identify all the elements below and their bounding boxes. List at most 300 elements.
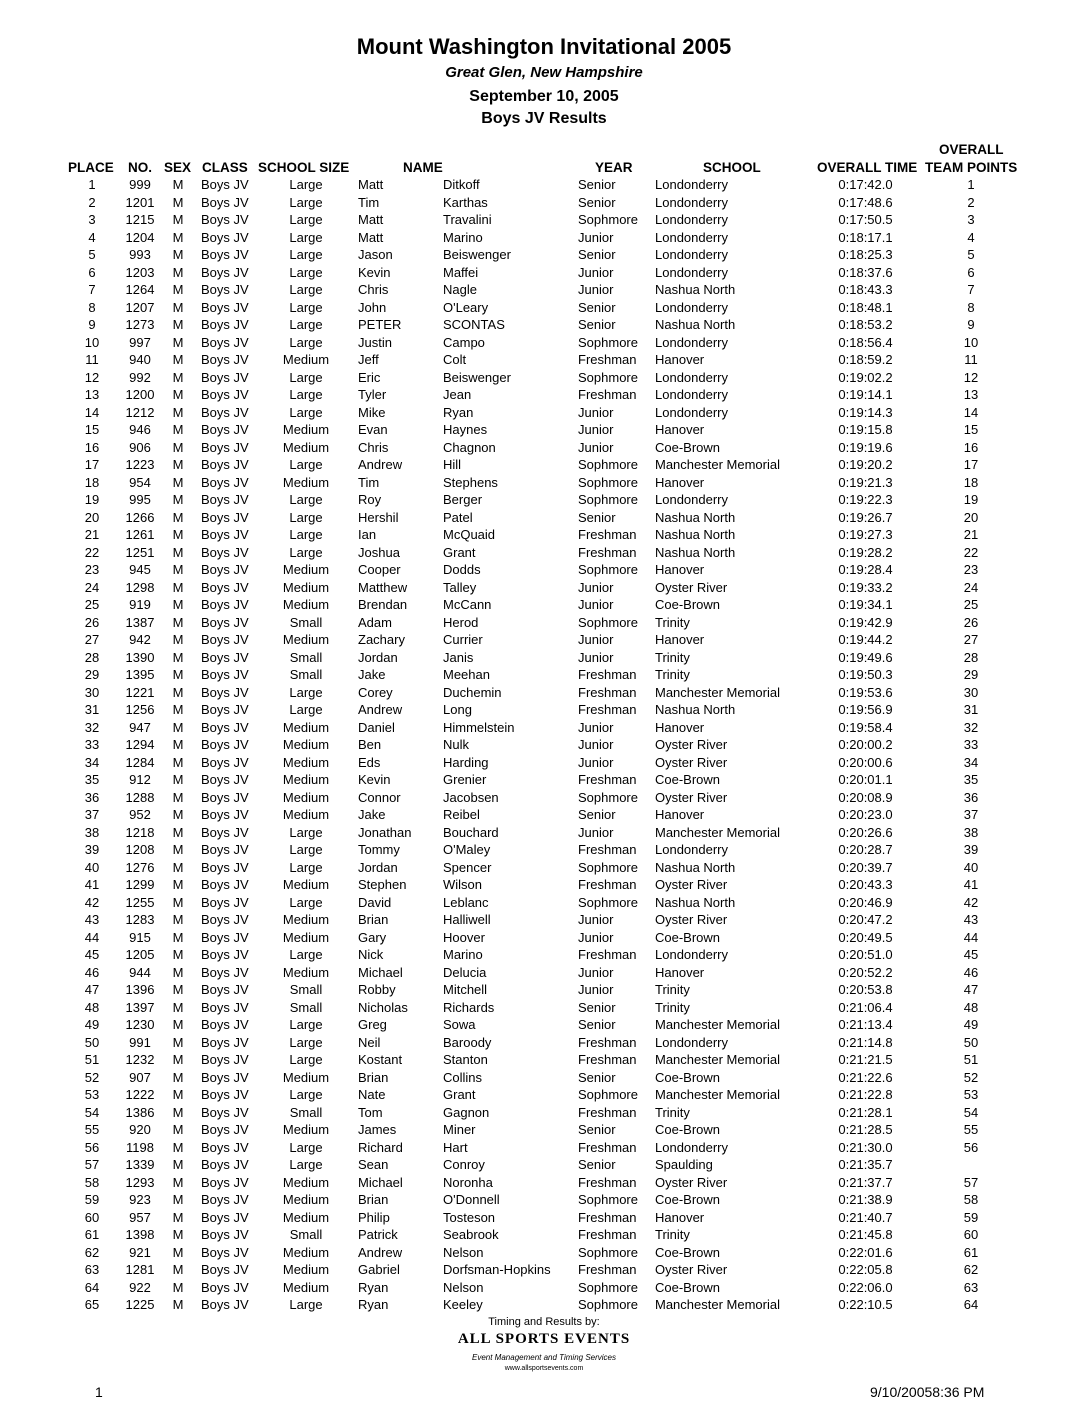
cell-year: Junior: [578, 719, 614, 735]
cell-last-name: Travalini: [443, 212, 492, 227]
cell-first-name: Jeff: [358, 352, 379, 367]
cell-first-name: David: [358, 894, 392, 910]
cell-first-name: Tim: [358, 194, 380, 210]
cell-first-name: Andrew: [358, 1244, 403, 1260]
cell-place: 21: [84, 527, 100, 542]
cell-school: Manchester Memorial: [655, 684, 780, 700]
cell-school: Hanover: [655, 632, 705, 647]
cell-school: Nashua North: [655, 702, 736, 717]
cell-school-size: Large: [289, 1139, 323, 1155]
cell-last-name: Grenier: [443, 772, 487, 787]
company-tagline: Event Management and Timing Services: [472, 1353, 616, 1362]
cell-class: Boys JV: [201, 212, 249, 227]
cell-overall-time: 0:21:28.1: [838, 1104, 893, 1120]
cell-year: Freshman: [578, 842, 637, 857]
cell-school: Trinity: [655, 1104, 690, 1120]
cell-first-name: Tom: [358, 1104, 383, 1120]
cell-bib-number: 952: [129, 807, 151, 822]
cell-sex: M: [172, 247, 184, 262]
cell-bib-number: 1200: [125, 387, 155, 402]
cell-year: Junior: [578, 282, 614, 297]
cell-team-points: 29: [963, 667, 979, 682]
cell-sex: M: [172, 772, 184, 787]
cell-overall-time: 0:20:46.9: [838, 894, 893, 910]
cell-first-name: Roy: [358, 492, 382, 507]
cell-school-size: Large: [289, 194, 323, 210]
col-school-size: SCHOOL SIZE: [258, 160, 350, 175]
cell-class: Boys JV: [201, 1052, 249, 1067]
cell-last-name: Karthas: [443, 194, 488, 210]
cell-place: 27: [84, 632, 100, 647]
cell-sex: M: [172, 1069, 184, 1085]
cell-class: Boys JV: [201, 334, 249, 350]
cell-place: 64: [84, 1279, 100, 1295]
cell-last-name: Leblanc: [443, 894, 489, 910]
cell-school: Hanover: [655, 422, 705, 437]
cell-last-name: Duchemin: [443, 684, 502, 700]
cell-sex: M: [172, 632, 184, 647]
cell-place: 62: [84, 1244, 100, 1260]
table-row: [0, 491, 1088, 509]
cell-school: Trinity: [655, 667, 690, 682]
cell-team-points: 54: [963, 1104, 979, 1120]
cell-overall-time: 0:19:50.3: [838, 667, 893, 682]
cell-place: 57: [84, 1157, 100, 1172]
cell-bib-number: 1225: [125, 1297, 155, 1312]
cell-school-size: Small: [289, 1104, 323, 1120]
cell-team-points: 45: [963, 947, 979, 962]
cell-overall-time: 0:19:49.6: [838, 649, 893, 665]
cell-place: 8: [88, 299, 96, 315]
cell-bib-number: 991: [129, 1034, 151, 1050]
cell-place: 13: [84, 387, 100, 402]
cell-school: Coe-Brown: [655, 1244, 721, 1260]
cell-place: 26: [84, 614, 100, 630]
cell-team-points: 62: [963, 1262, 979, 1277]
cell-bib-number: 999: [129, 177, 151, 192]
cell-first-name: Cooper: [358, 562, 401, 577]
table-row: [0, 981, 1088, 999]
cell-sex: M: [172, 1279, 184, 1295]
cell-last-name: Tosteson: [443, 1209, 496, 1225]
cell-place: 1: [88, 177, 96, 192]
cell-school-size: Large: [289, 544, 323, 560]
cell-school: Coe-Brown: [655, 1192, 721, 1207]
cell-last-name: Hart: [443, 1139, 468, 1155]
table-row: [0, 894, 1088, 912]
cell-bib-number: 940: [129, 352, 151, 367]
cell-bib-number: 1398: [125, 1227, 155, 1242]
cell-team-points: 26: [963, 614, 979, 630]
cell-last-name: Long: [443, 702, 472, 717]
cell-year: Junior: [578, 649, 614, 665]
cell-sex: M: [172, 544, 184, 560]
cell-first-name: Neil: [358, 1034, 381, 1050]
col-overall-time: OVERALL TIME: [817, 160, 918, 175]
cell-school-size: Large: [289, 702, 323, 717]
cell-year: Sophmore: [578, 492, 638, 507]
cell-bib-number: 1281: [125, 1262, 155, 1277]
cell-year: Junior: [578, 439, 614, 455]
cell-first-name: Jordan: [358, 649, 398, 665]
cell-bib-number: 920: [129, 1122, 151, 1137]
cell-sex: M: [172, 299, 184, 315]
cell-team-points: 50: [963, 1034, 979, 1050]
cell-first-name: Andrew: [358, 702, 403, 717]
cell-class: Boys JV: [201, 544, 249, 560]
cell-class: Boys JV: [201, 1017, 249, 1032]
cell-team-points: 1: [967, 177, 975, 192]
cell-last-name: Berger: [443, 492, 483, 507]
cell-team-points: 12: [963, 369, 979, 385]
cell-sex: M: [172, 824, 184, 840]
cell-place: 40: [84, 859, 100, 875]
cell-first-name: Philip: [358, 1209, 390, 1225]
cell-bib-number: 1283: [125, 912, 155, 927]
cell-first-name: Eric: [358, 369, 381, 385]
cell-team-points: 57: [963, 1174, 979, 1190]
cell-bib-number: 1273: [125, 317, 155, 332]
cell-bib-number: 1230: [125, 1017, 155, 1032]
cell-bib-number: 1205: [125, 947, 155, 962]
cell-class: Boys JV: [201, 894, 249, 910]
cell-place: 30: [84, 684, 100, 700]
cell-last-name: Talley: [443, 579, 477, 595]
cell-team-points: 20: [963, 509, 979, 525]
table-row: [0, 1279, 1088, 1297]
cell-school: Coe-Brown: [655, 929, 721, 945]
cell-class: Boys JV: [201, 229, 249, 245]
cell-overall-time: 0:21:35.7: [838, 1157, 893, 1172]
cell-overall-time: 0:19:14.3: [838, 404, 893, 420]
cell-team-points: 27: [963, 632, 979, 647]
cell-school: Coe-Brown: [655, 1069, 721, 1085]
table-row: [0, 404, 1088, 422]
cell-overall-time: 0:21:30.0: [838, 1139, 893, 1155]
cell-overall-time: 0:18:17.1: [838, 229, 893, 245]
cell-last-name: Noronha: [443, 1174, 493, 1190]
cell-sex: M: [172, 964, 184, 980]
cell-place: 41: [84, 877, 100, 892]
cell-school: Londonderry: [655, 247, 728, 262]
cell-bib-number: 1397: [125, 999, 155, 1015]
cell-year: Sophmore: [578, 789, 638, 805]
cell-overall-time: 0:18:48.1: [838, 299, 893, 315]
cell-school: Nashua North: [655, 859, 736, 875]
cell-school: Coe-Brown: [655, 772, 721, 787]
cell-class: Boys JV: [201, 1279, 249, 1295]
table-row: [0, 771, 1088, 789]
cell-year: Freshman: [578, 702, 637, 717]
cell-year: Freshman: [578, 527, 637, 542]
col-class: CLASS: [202, 160, 248, 175]
cell-school-size: Large: [289, 492, 323, 507]
cell-sex: M: [172, 474, 184, 490]
cell-year: Sophmore: [578, 1279, 638, 1295]
cell-year: Junior: [578, 964, 614, 980]
cell-first-name: James: [358, 1122, 397, 1137]
cell-school: Nashua North: [655, 894, 736, 910]
cell-overall-time: 0:19:42.9: [838, 614, 893, 630]
cell-first-name: Michael: [358, 1174, 403, 1190]
cell-school-size: Medium: [282, 1069, 330, 1085]
cell-first-name: Adam: [358, 614, 392, 630]
cell-class: Boys JV: [201, 1227, 249, 1242]
cell-first-name: Kostant: [358, 1052, 403, 1067]
table-row: [0, 1244, 1088, 1262]
cell-school-size: Medium: [282, 1279, 330, 1295]
cell-year: Sophmore: [578, 614, 638, 630]
cell-class: Boys JV: [201, 527, 249, 542]
cell-first-name: Brian: [358, 1069, 389, 1085]
cell-sex: M: [172, 702, 184, 717]
col-name: NAME: [403, 160, 443, 175]
cell-school-size: Large: [289, 247, 323, 262]
cell-bib-number: 1294: [125, 737, 155, 752]
cell-last-name: Currier: [443, 632, 483, 647]
cell-class: Boys JV: [201, 474, 249, 490]
cell-first-name: Hershil: [358, 509, 399, 525]
company-website: www.allsportsevents.com: [504, 1365, 584, 1372]
cell-school-size: Small: [289, 999, 323, 1015]
cell-place: 65: [84, 1297, 100, 1312]
cell-school-size: Medium: [282, 772, 330, 787]
table-row: [0, 1296, 1088, 1314]
cell-place: 38: [84, 824, 100, 840]
cell-school: Oyster River: [655, 1262, 728, 1277]
cell-year: Senior: [578, 194, 616, 210]
cell-overall-time: 0:20:28.7: [838, 842, 893, 857]
cell-school: Londonderry: [655, 194, 728, 210]
table-row: [0, 999, 1088, 1017]
cell-school: Trinity: [655, 1227, 690, 1242]
cell-overall-time: 0:19:58.4: [838, 719, 893, 735]
cell-sex: M: [172, 912, 184, 927]
cell-sex: M: [172, 194, 184, 210]
cell-year: Sophmore: [578, 1192, 638, 1207]
cell-overall-time: 0:18:56.4: [838, 334, 893, 350]
cell-class: Boys JV: [201, 177, 249, 192]
cell-class: Boys JV: [201, 789, 249, 805]
cell-overall-time: 0:21:13.4: [838, 1017, 893, 1032]
cell-school: Londonderry: [655, 404, 728, 420]
table-row: [0, 1191, 1088, 1209]
cell-first-name: Kevin: [358, 772, 391, 787]
event-date: September 10, 2005: [469, 88, 619, 105]
table-row: [0, 456, 1088, 474]
cell-team-points: 7: [967, 282, 975, 297]
cell-bib-number: 1212: [125, 404, 155, 420]
cell-last-name: Janis: [443, 649, 474, 665]
cell-school-size: Medium: [282, 352, 330, 367]
cell-first-name: Tyler: [358, 387, 387, 402]
cell-team-points: 64: [963, 1297, 979, 1312]
cell-class: Boys JV: [201, 632, 249, 647]
cell-first-name: John: [358, 299, 387, 315]
cell-year: Freshman: [578, 1227, 637, 1242]
cell-first-name: Justin: [358, 334, 392, 350]
cell-team-points: 19: [963, 492, 979, 507]
cell-class: Boys JV: [201, 719, 249, 735]
cell-team-points: 15: [963, 422, 979, 437]
cell-first-name: PETER: [358, 317, 402, 332]
cell-team-points: 33: [963, 737, 979, 752]
cell-last-name: Gagnon: [443, 1104, 490, 1120]
cell-year: Senior: [578, 1017, 616, 1032]
table-row: [0, 789, 1088, 807]
cell-school: Hanover: [655, 1209, 705, 1225]
table-row: [0, 666, 1088, 684]
cell-last-name: Sowa: [443, 1017, 476, 1032]
print-timestamp: 9/10/20058:36 PM: [870, 1384, 985, 1400]
cell-overall-time: 0:18:43.3: [838, 282, 893, 297]
cell-sex: M: [172, 947, 184, 962]
cell-bib-number: 915: [129, 929, 151, 945]
cell-overall-time: 0:17:48.6: [838, 194, 893, 210]
cell-year: Junior: [578, 737, 614, 752]
cell-year: Junior: [578, 982, 614, 997]
cell-first-name: Joshua: [358, 544, 400, 560]
cell-school-size: Medium: [282, 562, 330, 577]
cell-first-name: Jake: [358, 667, 386, 682]
table-row: [0, 474, 1088, 492]
cell-school: Manchester Memorial: [655, 1087, 780, 1102]
cell-bib-number: 906: [129, 439, 151, 455]
cell-school-size: Large: [289, 1157, 323, 1172]
cell-class: Boys JV: [201, 387, 249, 402]
cell-overall-time: 0:19:19.6: [838, 439, 893, 455]
cell-overall-time: 0:20:08.9: [838, 789, 893, 805]
table-row: [0, 701, 1088, 719]
cell-last-name: Jean: [443, 387, 472, 402]
cell-team-points: 3: [967, 212, 975, 227]
cell-bib-number: 1218: [125, 824, 155, 840]
cell-team-points: 25: [963, 597, 979, 612]
cell-school-size: Large: [289, 387, 323, 402]
cell-year: Sophmore: [578, 212, 638, 227]
table-row: [0, 264, 1088, 282]
cell-year: Sophmore: [578, 474, 638, 490]
cell-school-size: Large: [289, 369, 323, 385]
cell-year: Freshman: [578, 1104, 637, 1120]
cell-place: 6: [88, 264, 96, 280]
cell-overall-time: 0:19:22.3: [838, 492, 893, 507]
cell-bib-number: 919: [129, 597, 151, 612]
cell-school-size: Medium: [282, 719, 330, 735]
cell-team-points: 6: [967, 264, 975, 280]
cell-place: 61: [84, 1227, 100, 1242]
cell-year: Junior: [578, 422, 614, 437]
cell-bib-number: 992: [129, 369, 151, 385]
cell-year: Junior: [578, 404, 614, 420]
cell-overall-time: 0:21:21.5: [838, 1052, 893, 1067]
cell-sex: M: [172, 667, 184, 682]
cell-overall-time: 0:20:49.5: [838, 929, 893, 945]
cell-bib-number: 1386: [125, 1104, 155, 1120]
cell-last-name: Bouchard: [443, 824, 499, 840]
cell-place: 56: [84, 1139, 100, 1155]
cell-last-name: Haynes: [443, 422, 488, 437]
cell-bib-number: 1203: [125, 264, 155, 280]
table-row: [0, 964, 1088, 982]
cell-class: Boys JV: [201, 912, 249, 927]
cell-school: Trinity: [655, 649, 690, 665]
cell-bib-number: 997: [129, 334, 151, 350]
cell-place: 10: [84, 334, 100, 350]
cell-year: Junior: [578, 632, 614, 647]
cell-overall-time: 0:19:34.1: [838, 597, 893, 612]
table-row: [0, 824, 1088, 842]
cell-sex: M: [172, 579, 184, 595]
cell-school: Trinity: [655, 614, 690, 630]
cell-year: Sophmore: [578, 1244, 638, 1260]
cell-school-size: Small: [289, 667, 323, 682]
cell-school-size: Large: [289, 1087, 323, 1102]
cell-overall-time: 0:19:33.2: [838, 579, 893, 595]
cell-bib-number: 921: [129, 1244, 151, 1260]
cell-bib-number: 1396: [125, 982, 155, 997]
cell-year: Senior: [578, 509, 616, 525]
cell-bib-number: 1299: [125, 877, 155, 892]
cell-school-size: Medium: [282, 754, 330, 770]
cell-last-name: Hill: [443, 457, 462, 472]
cell-place: 3: [88, 212, 96, 227]
cell-team-points: 16: [963, 439, 979, 455]
cell-last-name: Marino: [443, 947, 483, 962]
cell-class: Boys JV: [201, 842, 249, 857]
table-row: [0, 421, 1088, 439]
cell-last-name: Ditkoff: [443, 177, 480, 192]
table-row: [0, 946, 1088, 964]
table-row: [0, 439, 1088, 457]
cell-school: Manchester Memorial: [655, 1017, 780, 1032]
col-overall-label: OVERALL: [939, 142, 1004, 157]
cell-bib-number: 1256: [125, 702, 155, 717]
cell-bib-number: 957: [129, 1209, 151, 1225]
cell-first-name: Ben: [358, 737, 382, 752]
cell-bib-number: 942: [129, 632, 151, 647]
cell-first-name: Richard: [358, 1139, 403, 1155]
cell-school-size: Medium: [282, 1244, 330, 1260]
cell-overall-time: 0:19:21.3: [838, 474, 893, 490]
cell-class: Boys JV: [201, 1139, 249, 1155]
cell-team-points: 37: [963, 807, 979, 822]
cell-sex: M: [172, 422, 184, 437]
cell-sex: M: [172, 614, 184, 630]
table-row: [0, 614, 1088, 632]
col-no: NO.: [128, 160, 153, 175]
cell-last-name: Herod: [443, 614, 479, 630]
cell-class: Boys JV: [201, 999, 249, 1015]
cell-first-name: Matt: [358, 212, 384, 227]
cell-school-size: Large: [289, 299, 323, 315]
cell-class: Boys JV: [201, 947, 249, 962]
cell-bib-number: 1223: [125, 457, 155, 472]
cell-school: Londonderry: [655, 212, 728, 227]
cell-school: Oyster River: [655, 737, 728, 752]
cell-class: Boys JV: [201, 754, 249, 770]
cell-overall-time: 0:20:53.8: [838, 982, 893, 997]
cell-place: 15: [84, 422, 100, 437]
cell-sex: M: [172, 282, 184, 297]
cell-school-size: Large: [289, 842, 323, 857]
cell-first-name: Evan: [358, 422, 388, 437]
cell-class: Boys JV: [201, 439, 249, 455]
cell-last-name: Hoover: [443, 929, 485, 945]
table-row: [0, 211, 1088, 229]
cell-sex: M: [172, 334, 184, 350]
cell-place: 22: [84, 544, 100, 560]
